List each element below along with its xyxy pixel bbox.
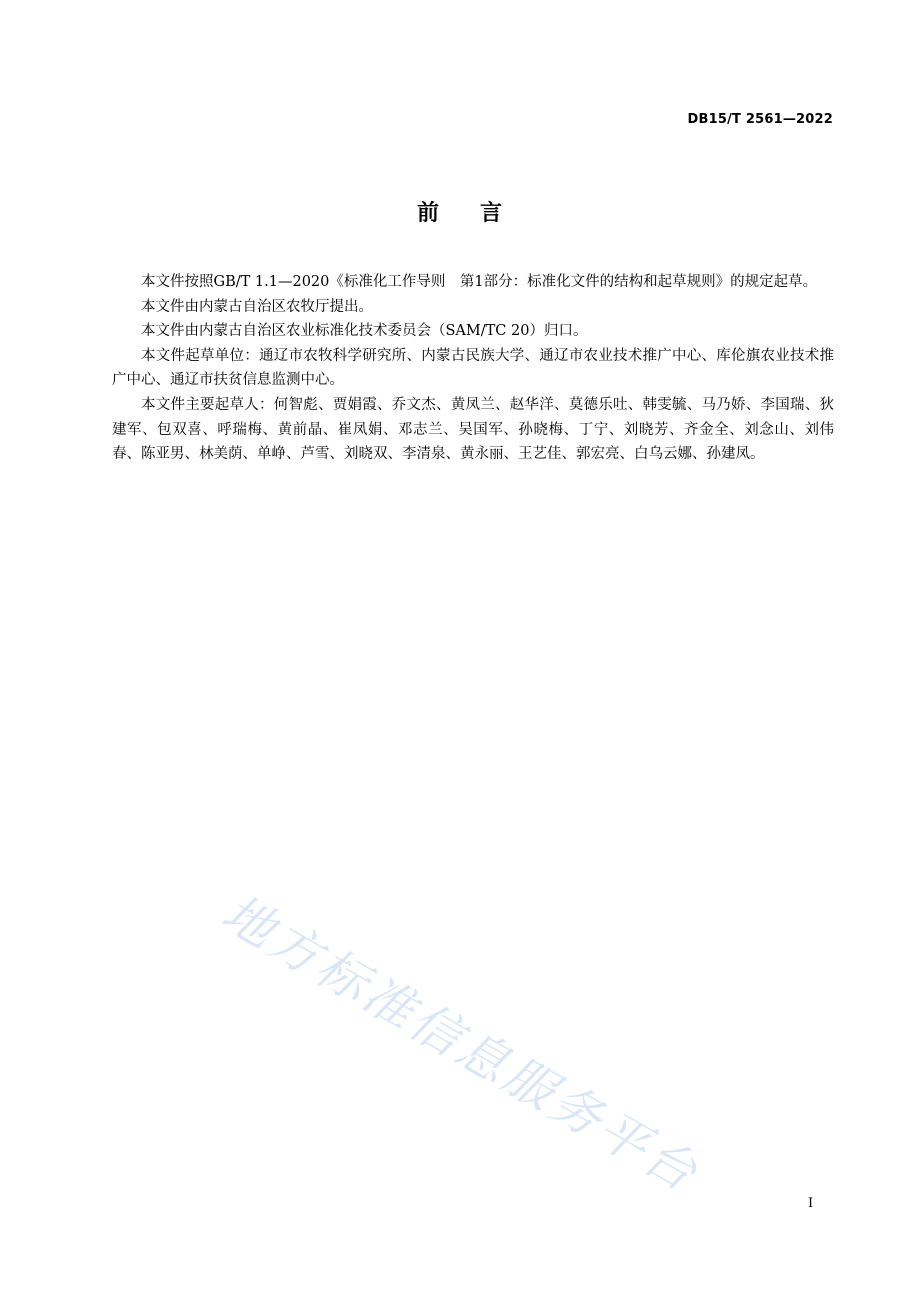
foreword-body — [112, 270, 834, 467]
page-title — [0, 196, 920, 227]
paragraph-drafting-organizations: 本文件起草单位：通辽市农牧科学研究所、内蒙古民族大学、通辽市农业技术推广中心、库伦旗农业技术推广中心、通辽市扶贫信息监测中心。 — [112, 347, 834, 389]
watermark: 地方标准信息服务平台 — [212, 883, 710, 1204]
page-number: I — [808, 1196, 814, 1211]
title-char-2: 言 — [480, 201, 504, 226]
paragraph-drafting-basis: 本文件按照GB/T 1.1—2020《标准化工作导则 第1部分：标准化文件的结构和起草规则》的规定起草。 — [141, 274, 818, 290]
paragraph-drafters: 本文件主要起草人：何智彪、贾娟霞、乔文杰、黄凤兰、赵华洋、莫德乐吐、韩雯毓、马乃娇、李国瑞、狄建军、包双喜、呼瑞梅、黄前晶、崔凤娟、邓志兰、吴国军、孙晓梅、丁宁、刘晓芳、齐金全、刘念山、刘伟春、陈亚男、林美荫、单峥、芦雪、刘晓双、李清泉、黄永丽、王艺佳、郭宏亮、白乌云娜、孙建凤。 — [112, 396, 834, 463]
standard-code: DB15/T 2561—2022 — [687, 112, 833, 127]
paragraph-proposer: 本文件由内蒙古自治区农牧厅提出。 — [141, 298, 373, 315]
title-char-1: 前 — [416, 201, 440, 226]
paragraph-responsible-committee: 本文件由内蒙古自治区农业标准化技术委员会（SAM/TC 20）归口。 — [141, 323, 588, 340]
